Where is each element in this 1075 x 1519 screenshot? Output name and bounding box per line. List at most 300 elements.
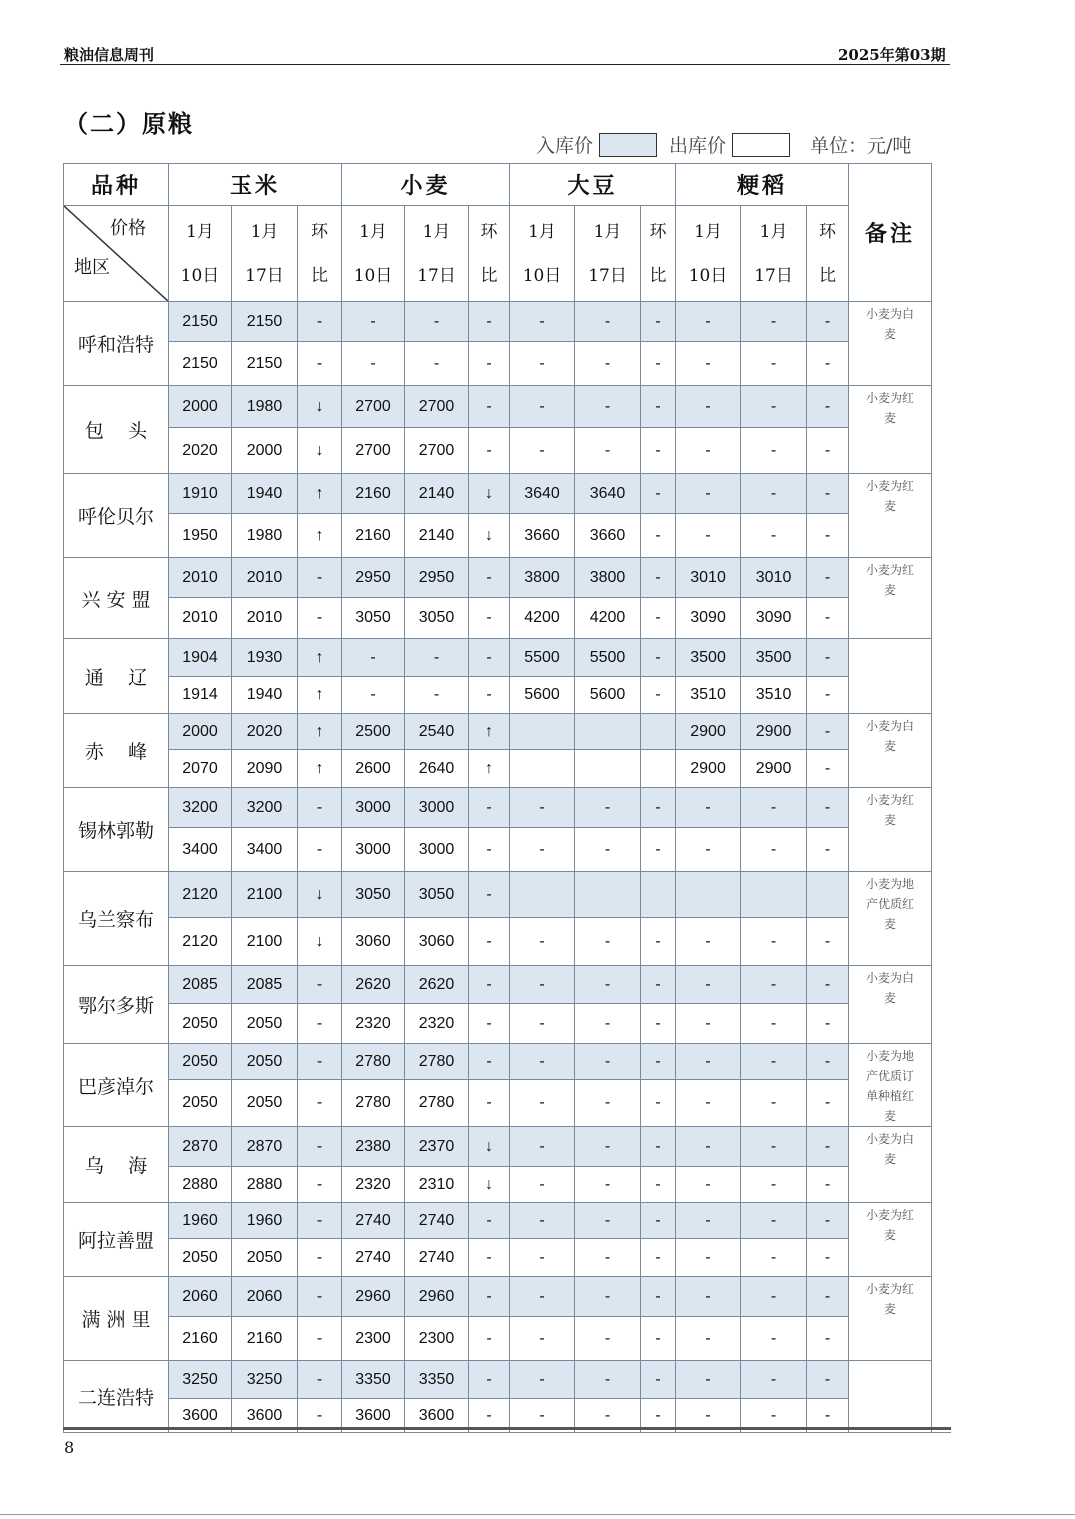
remark-text: 小麦为白麦 <box>866 719 915 753</box>
remark-text: 小麦为地产优质订单种植红麦 <box>866 1049 915 1123</box>
in-price-cell: 2140 <box>405 474 469 514</box>
out-price-cell: - <box>405 677 469 714</box>
in-price-cell: - <box>510 1277 575 1317</box>
remark-text: 小麦为红麦 <box>866 1208 915 1242</box>
out-price-cell: - <box>469 1239 510 1277</box>
out-price-cell: 2050 <box>232 1004 298 1044</box>
in-price-cell: - <box>807 1203 849 1239</box>
in-price-cell: 2620 <box>342 966 405 1004</box>
out-price-cell: - <box>641 1317 676 1361</box>
out-price-cell: - <box>510 1239 575 1277</box>
in-price-cell: ↑ <box>298 474 342 514</box>
out-price-cell: 3510 <box>741 677 807 714</box>
in-price-cell: 2370 <box>405 1127 469 1167</box>
remark-text: 小麦为红麦 <box>866 793 915 827</box>
out-price-cell: 2160 <box>342 514 405 558</box>
in-price-cell: 1904 <box>169 639 232 677</box>
soybean-change-line1: 环 <box>649 221 667 242</box>
out-price-cell: 2780 <box>405 1080 469 1127</box>
corn-change-line1: 环 <box>311 221 328 242</box>
wheat-date2-line1: 1月 <box>422 221 451 242</box>
in-price-cell: - <box>741 474 807 514</box>
table-row <box>64 1317 932 1361</box>
area-label: 地区 <box>74 257 110 278</box>
soybean-date2-line1: 1月 <box>593 221 622 242</box>
in-price-cell: - <box>342 639 405 677</box>
out-price-cell: - <box>510 828 575 872</box>
out-price-cell: - <box>676 1167 741 1203</box>
in-price-cell: 2870 <box>169 1127 232 1167</box>
out-price-cell: 2600 <box>342 750 405 788</box>
in-price-cell: - <box>676 1044 741 1080</box>
in-price-cell: - <box>807 1127 849 1167</box>
in-price-cell: - <box>298 1127 342 1167</box>
out-price-cell: - <box>641 514 676 558</box>
out-price-cell: 1980 <box>232 514 298 558</box>
in-price-cell: 2050 <box>169 1044 232 1080</box>
out-price-cell: 5600 <box>575 677 641 714</box>
in-price-cell: 3010 <box>676 558 741 598</box>
out-price-cell: 2070 <box>169 750 232 788</box>
price-label: 价格 <box>110 218 146 239</box>
legend-unit: 单位：元/吨 <box>810 135 912 157</box>
remark-cell <box>849 1277 932 1361</box>
remark-cell <box>849 788 932 872</box>
in-price-cell: 3640 <box>510 474 575 514</box>
out-price-cell: 1914 <box>169 677 232 714</box>
out-price-cell: - <box>676 1317 741 1361</box>
wheat-change-line2: 比 <box>480 265 498 286</box>
in-price-cell <box>676 872 741 918</box>
out-price-cell: 3510 <box>676 677 741 714</box>
table-row <box>64 918 932 966</box>
soybean-date1-line1: 1月 <box>528 221 556 242</box>
out-price-cell: 3060 <box>342 918 405 966</box>
out-price-cell: ↓ <box>298 428 342 474</box>
in-price-cell: - <box>641 1203 676 1239</box>
in-price-cell: 3200 <box>169 788 232 828</box>
table-row <box>64 639 932 677</box>
out-price-cell: - <box>807 1317 849 1361</box>
in-price-cell <box>510 872 575 918</box>
crop-header-wheat: 小麦 <box>342 164 510 206</box>
out-price-cell: 2160 <box>232 1317 298 1361</box>
out-price-cell: - <box>575 1080 641 1127</box>
in-price-cell: 2740 <box>342 1203 405 1239</box>
out-price-cell: 2150 <box>232 342 298 386</box>
table-row <box>64 386 932 428</box>
out-price-cell: 2320 <box>342 1004 405 1044</box>
out-price-cell: - <box>676 918 741 966</box>
wheat-date2-header <box>405 206 469 302</box>
in-price-cell: - <box>641 639 676 677</box>
out-price-cell: - <box>469 342 510 386</box>
table-row <box>64 1361 932 1399</box>
in-price-cell: - <box>741 1127 807 1167</box>
out-price-cell: - <box>469 1080 510 1127</box>
in-price-cell: - <box>741 1044 807 1080</box>
out-price-cell: - <box>469 1317 510 1361</box>
region-name: 阿拉善盟 <box>64 1203 169 1277</box>
region-name: 乌兰察布 <box>64 872 169 966</box>
in-price-cell: - <box>641 1044 676 1080</box>
in-price-cell: - <box>342 302 405 342</box>
corn-date2-header <box>232 206 298 302</box>
out-price-cell: 2020 <box>169 428 232 474</box>
out-price-cell: - <box>741 918 807 966</box>
out-price-cell: - <box>510 1399 575 1433</box>
out-price-cell: - <box>807 342 849 386</box>
out-price-cell: 2150 <box>169 342 232 386</box>
rice-change-line1: 环 <box>819 221 837 242</box>
page-number: 8 <box>64 1438 75 1457</box>
in-price-cell: 3200 <box>232 788 298 828</box>
out-price-cell: - <box>807 1239 849 1277</box>
out-price-cell: - <box>405 342 469 386</box>
out-price-cell: 3060 <box>405 918 469 966</box>
in-price-cell: - <box>575 1127 641 1167</box>
out-price-cell: - <box>298 828 342 872</box>
region-name: 满 洲 里 <box>64 1277 169 1361</box>
in-price-cell: 2780 <box>342 1044 405 1080</box>
out-price-cell: 2880 <box>169 1167 232 1203</box>
out-price-cell: - <box>641 1399 676 1433</box>
in-price-cell: - <box>676 1127 741 1167</box>
table-row <box>64 1203 932 1239</box>
in-price-cell: 2740 <box>405 1203 469 1239</box>
out-price-cell: - <box>298 1399 342 1433</box>
in-price-cell: 3500 <box>676 639 741 677</box>
out-price-cell: 2700 <box>405 428 469 474</box>
out-price-cell <box>510 750 575 788</box>
region-name: 锡林郭勒 <box>64 788 169 872</box>
in-price-cell <box>641 714 676 750</box>
in-price-cell: 2060 <box>169 1277 232 1317</box>
out-price-cell: - <box>807 1080 849 1127</box>
rice-date2-line2: 17日 <box>754 265 793 286</box>
remark-text: 小麦为白麦 <box>866 307 915 341</box>
grain-price-table <box>63 163 932 1433</box>
out-price-cell: 3600 <box>232 1399 298 1433</box>
in-price-cell: - <box>298 302 342 342</box>
table-row <box>64 1127 932 1167</box>
in-price-cell: - <box>741 966 807 1004</box>
in-price-cell <box>575 872 641 918</box>
in-price-cell: 3010 <box>741 558 807 598</box>
wheat-date1-line1: 1月 <box>359 221 387 242</box>
in-price-cell: - <box>575 386 641 428</box>
in-price-cell: 3250 <box>232 1361 298 1399</box>
corn-change-header <box>298 206 342 302</box>
soybean-change-header <box>641 206 676 302</box>
remark-cell <box>849 302 932 386</box>
table-row <box>64 1277 932 1317</box>
remark-text: 小麦为红麦 <box>866 479 915 513</box>
out-price-cell: - <box>575 428 641 474</box>
in-price-cell: 3000 <box>405 788 469 828</box>
out-price-cell: - <box>641 1080 676 1127</box>
out-price-cell: 2700 <box>342 428 405 474</box>
in-price-cell: - <box>298 1361 342 1399</box>
out-price-cell: 2300 <box>405 1317 469 1361</box>
out-price-cell: 2320 <box>405 1004 469 1044</box>
remark-text: 小麦为白麦 <box>866 971 915 1005</box>
out-price-cell: ↑ <box>469 750 510 788</box>
in-price-cell: 1960 <box>232 1203 298 1239</box>
in-price-cell: - <box>469 302 510 342</box>
out-price-cell: - <box>641 1239 676 1277</box>
out-price-cell: - <box>510 1317 575 1361</box>
out-price-cell: 3090 <box>676 598 741 639</box>
out-price-cell: 2310 <box>405 1167 469 1203</box>
remark-cell <box>849 1044 932 1127</box>
crop-header-corn: 玉米 <box>169 164 342 206</box>
in-price-cell: 3000 <box>342 788 405 828</box>
out-price-cell: 2050 <box>169 1080 232 1127</box>
in-price-cell: 3500 <box>741 639 807 677</box>
in-price-cell: - <box>298 966 342 1004</box>
remark-text: 小麦为红麦 <box>866 1282 915 1316</box>
in-price-cell <box>510 714 575 750</box>
in-price-cell: - <box>575 788 641 828</box>
out-price-cell <box>641 750 676 788</box>
in-price-cell: - <box>676 474 741 514</box>
in-price-cell: - <box>807 714 849 750</box>
corn-date1-line2: 10日 <box>180 265 220 286</box>
rice-date2-header <box>741 206 807 302</box>
out-price-cell: - <box>807 514 849 558</box>
out-price-cell: - <box>641 1004 676 1044</box>
out-price-cell: 3400 <box>232 828 298 872</box>
out-price-cell: - <box>469 677 510 714</box>
in-price-cell: 2150 <box>169 302 232 342</box>
out-price-cell: 2900 <box>741 750 807 788</box>
in-price-cell: - <box>741 1277 807 1317</box>
in-price-cell: - <box>469 1277 510 1317</box>
out-price-cell: - <box>807 1167 849 1203</box>
soybean-date1-header <box>510 206 575 302</box>
out-price-cell: 4200 <box>510 598 575 639</box>
out-price-cell: - <box>510 428 575 474</box>
out-price-cell: 3600 <box>405 1399 469 1433</box>
in-price-cell: ↑ <box>298 639 342 677</box>
out-price-cell: 3090 <box>741 598 807 639</box>
in-price-cell: ↓ <box>469 1127 510 1167</box>
remark-cell <box>849 558 932 639</box>
in-price-cell: 2020 <box>232 714 298 750</box>
out-price-cell: - <box>807 1004 849 1044</box>
in-price-cell: - <box>575 1361 641 1399</box>
in-price-cell: - <box>298 1203 342 1239</box>
out-price-cell: 3050 <box>342 598 405 639</box>
out-price-cell: - <box>741 1167 807 1203</box>
out-price-cell: - <box>807 828 849 872</box>
out-price-cell: 3400 <box>169 828 232 872</box>
table-row <box>64 714 932 750</box>
in-price-cell: - <box>510 1203 575 1239</box>
out-price-cell: - <box>510 342 575 386</box>
out-price-cell: - <box>298 1317 342 1361</box>
remark-text: 小麦为红麦 <box>866 391 915 425</box>
region-name: 呼和浩特 <box>64 302 169 386</box>
in-price-cell: 3050 <box>405 872 469 918</box>
in-price-cell: 2780 <box>405 1044 469 1080</box>
out-price-cell: - <box>575 1399 641 1433</box>
out-price-cell: - <box>676 1239 741 1277</box>
in-price-cell: 3350 <box>342 1361 405 1399</box>
in-price-cell: 2900 <box>741 714 807 750</box>
table-row <box>64 872 932 918</box>
out-price-cell: 2640 <box>405 750 469 788</box>
in-price-cell: 2540 <box>405 714 469 750</box>
in-price-cell: - <box>510 788 575 828</box>
in-price-cell: - <box>510 966 575 1004</box>
in-price-cell: 2380 <box>342 1127 405 1167</box>
out-price-cell: - <box>510 1080 575 1127</box>
out-price-cell: 2900 <box>676 750 741 788</box>
out-price-cell: ↓ <box>469 1167 510 1203</box>
in-price-cell: - <box>469 1203 510 1239</box>
crop-header-soybean: 大豆 <box>510 164 676 206</box>
table-row <box>64 598 932 639</box>
region-name: 兴 安 盟 <box>64 558 169 639</box>
out-price-cell: - <box>575 1167 641 1203</box>
out-price-cell: ↑ <box>298 677 342 714</box>
in-price-cell: - <box>298 558 342 598</box>
out-price-cell: - <box>807 677 849 714</box>
in-price-cell <box>807 872 849 918</box>
out-price-cell: - <box>741 1239 807 1277</box>
diagonal-header-cell <box>64 206 169 302</box>
table-row <box>64 1167 932 1203</box>
legend-out-label: 出库价 <box>669 135 727 157</box>
remark-cell <box>849 639 932 714</box>
out-price-cell: - <box>676 1399 741 1433</box>
out-price-cell: 3600 <box>342 1399 405 1433</box>
in-price-cell: - <box>676 1277 741 1317</box>
out-price-cell: 2050 <box>169 1239 232 1277</box>
in-price-cell: - <box>575 966 641 1004</box>
in-price-cell: - <box>807 966 849 1004</box>
table-row <box>64 1080 932 1127</box>
out-price-cell: - <box>807 598 849 639</box>
in-price-cell: 5500 <box>575 639 641 677</box>
out-price-cell: ↓ <box>469 514 510 558</box>
out-price-cell: - <box>469 918 510 966</box>
in-price-cell: 2150 <box>232 302 298 342</box>
out-price-cell: 3000 <box>405 828 469 872</box>
in-price-cell: - <box>807 788 849 828</box>
in-price-cell: - <box>575 302 641 342</box>
out-price-cell: 3660 <box>510 514 575 558</box>
table-bottom-rule-thin <box>63 1432 951 1433</box>
remark-text: 小麦为白麦 <box>866 1132 915 1166</box>
in-price-cell: 2000 <box>169 386 232 428</box>
region-name: 鄂尔多斯 <box>64 966 169 1044</box>
in-price-cell: - <box>641 302 676 342</box>
remark-cell <box>849 966 932 1044</box>
out-price-cell: ↓ <box>298 918 342 966</box>
in-price-cell: - <box>575 1277 641 1317</box>
out-price-cell: - <box>298 342 342 386</box>
in-price-cell: - <box>741 1361 807 1399</box>
in-price-cell: 2085 <box>169 966 232 1004</box>
in-price-cell: - <box>807 474 849 514</box>
out-price-cell: 2050 <box>169 1004 232 1044</box>
in-price-cell: - <box>807 386 849 428</box>
out-price-cell: - <box>641 428 676 474</box>
out-price-cell: - <box>575 1317 641 1361</box>
in-price-cell: - <box>510 1361 575 1399</box>
soybean-date2-line2: 17日 <box>588 265 627 286</box>
out-price-cell: 2300 <box>342 1317 405 1361</box>
out-price-cell: 2140 <box>405 514 469 558</box>
in-price-cell: 3800 <box>575 558 641 598</box>
out-price-cell: - <box>741 1004 807 1044</box>
in-price-cell: - <box>469 788 510 828</box>
table-row <box>64 788 932 828</box>
table-row <box>64 677 932 714</box>
in-price-cell: 1980 <box>232 386 298 428</box>
in-price-cell: - <box>676 1361 741 1399</box>
in-price-cell: - <box>510 1127 575 1167</box>
out-price-cell: - <box>575 1004 641 1044</box>
out-price-cell: - <box>510 1167 575 1203</box>
in-price-cell: ↓ <box>469 474 510 514</box>
out-price-cell: - <box>676 1004 741 1044</box>
table-row <box>64 1044 932 1080</box>
table-row <box>64 750 932 788</box>
out-price-cell: - <box>298 1167 342 1203</box>
in-price-cell: 2960 <box>342 1277 405 1317</box>
out-price-cell: - <box>469 1399 510 1433</box>
in-price-cell: 3250 <box>169 1361 232 1399</box>
in-price-cell: 3640 <box>575 474 641 514</box>
wheat-date1-header <box>342 206 405 302</box>
out-price-cell: - <box>741 342 807 386</box>
wheat-change-line1: 环 <box>480 221 498 242</box>
in-price-cell: - <box>298 1044 342 1080</box>
region-name: 呼伦贝尔 <box>64 474 169 558</box>
in-price-cell: - <box>641 1277 676 1317</box>
rice-date2-line1: 1月 <box>759 221 788 242</box>
in-price-cell: - <box>807 1044 849 1080</box>
in-price-cell: 1940 <box>232 474 298 514</box>
in-price-cell: - <box>510 386 575 428</box>
out-price-cell: 3000 <box>342 828 405 872</box>
out-price-cell: - <box>575 342 641 386</box>
out-price-cell: - <box>676 514 741 558</box>
in-price-cell: - <box>469 639 510 677</box>
remark-cell <box>849 386 932 474</box>
in-price-cell: 2900 <box>676 714 741 750</box>
in-price-cell <box>641 872 676 918</box>
in-price-cell: - <box>641 966 676 1004</box>
header-rule <box>60 64 950 65</box>
out-price-cell: - <box>741 428 807 474</box>
out-price-cell: 3660 <box>575 514 641 558</box>
table-row <box>64 428 932 474</box>
in-price-cell: 2100 <box>232 872 298 918</box>
in-price-cell: 2010 <box>169 558 232 598</box>
in-price-cell: 2620 <box>405 966 469 1004</box>
out-price-cell: - <box>298 1004 342 1044</box>
region-name: 通 辽 <box>64 639 169 714</box>
out-price-cell: 1940 <box>232 677 298 714</box>
in-price-cell: - <box>510 1044 575 1080</box>
out-price-cell: - <box>741 1399 807 1433</box>
in-price-cell: 2060 <box>232 1277 298 1317</box>
